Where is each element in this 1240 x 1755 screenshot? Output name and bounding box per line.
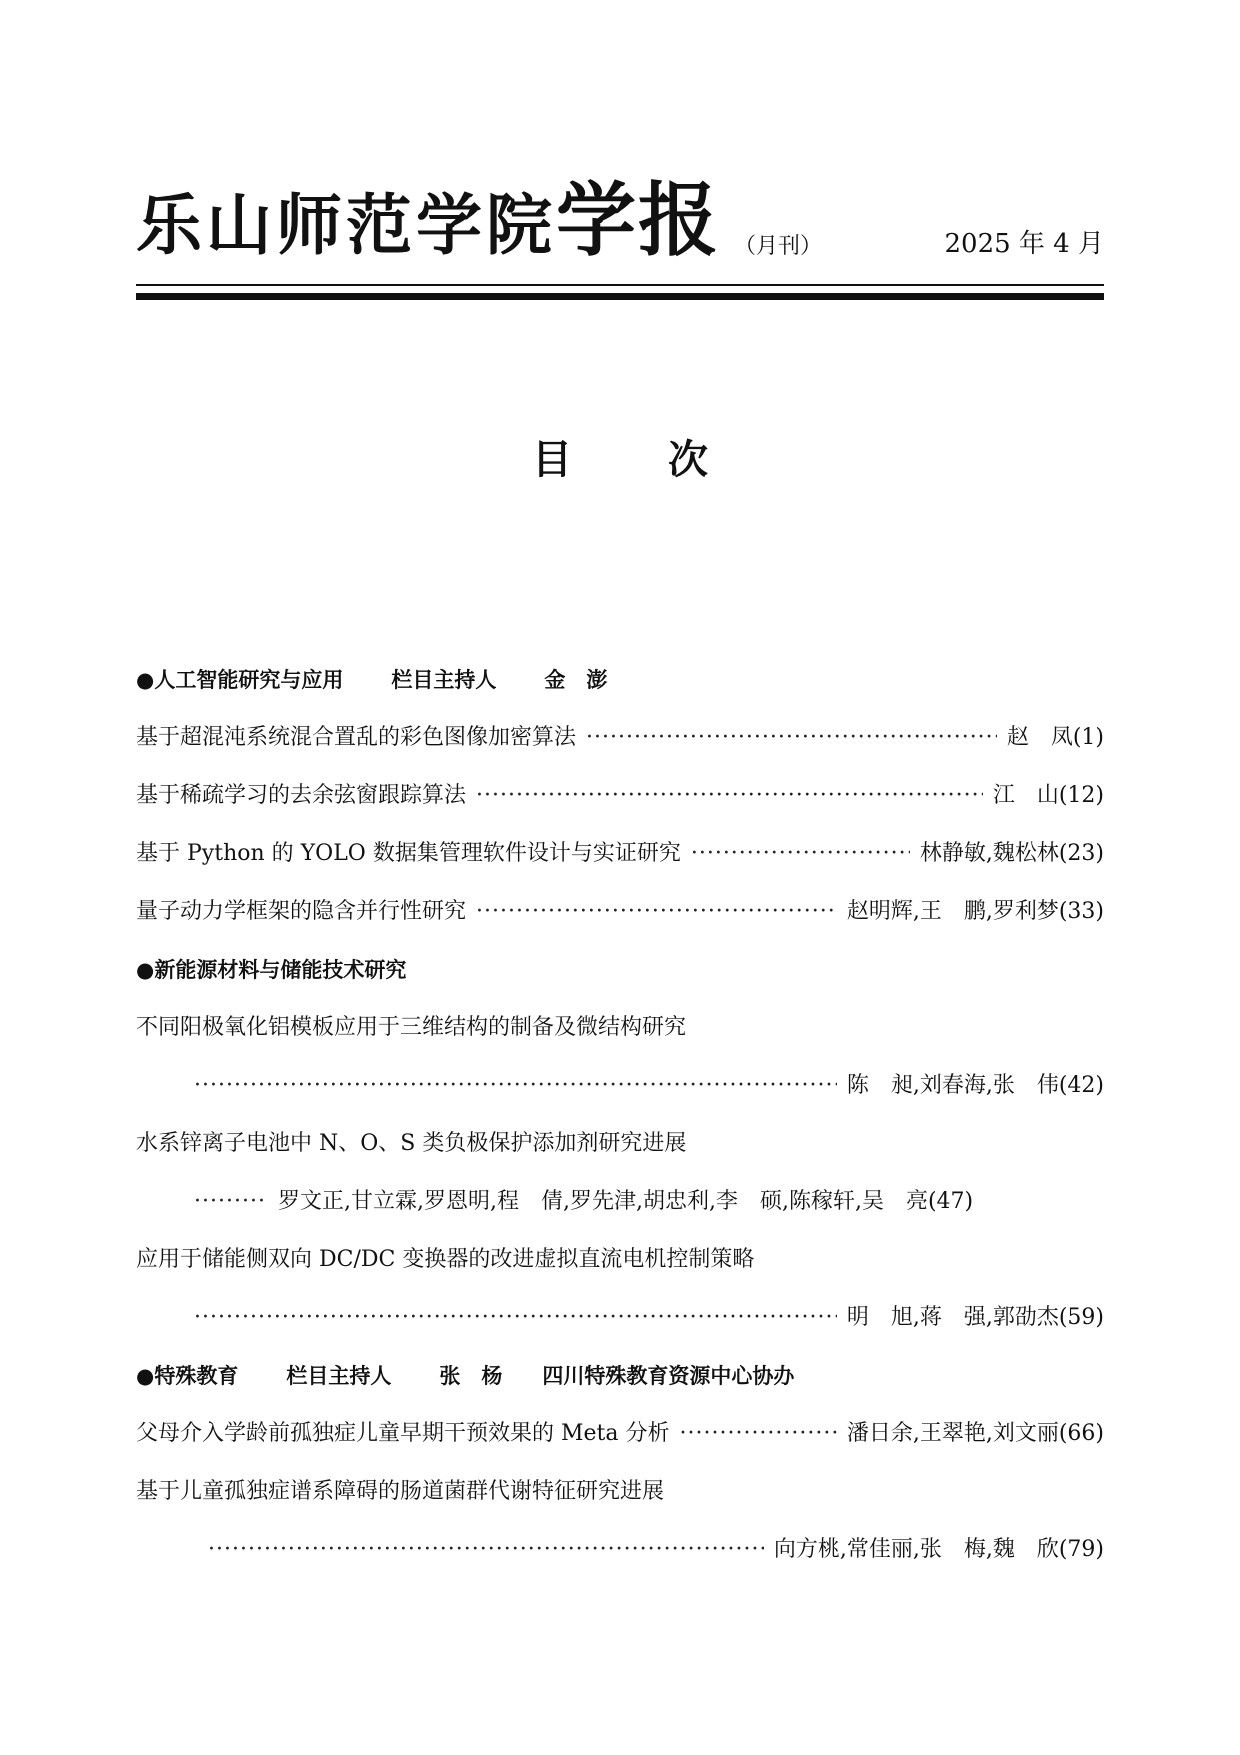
header-rule-thick xyxy=(136,293,1104,300)
article-authors: 赵 凤 xyxy=(1006,725,1073,750)
issue-date: 2025 年 4 月 xyxy=(944,229,1104,259)
journal-name xyxy=(136,173,720,267)
article-title: 父母介入学龄前孤独症儿童早期干预效果的 Meta 分析 xyxy=(136,1421,670,1446)
toc-entry-byline xyxy=(208,1530,1104,1570)
article-title: 应用于储能侧双向 DC/DC 变换器的改进虚拟直流电机控制策略 xyxy=(136,1247,755,1272)
section-host-label: 栏目主持人 xyxy=(286,1364,392,1388)
dot-leader xyxy=(476,776,983,816)
article-page: (42) xyxy=(1058,1073,1104,1098)
dot-leader xyxy=(194,1182,268,1222)
toc-entry-title[interactable] xyxy=(136,1240,1104,1280)
toc-entry-byline xyxy=(194,1182,1104,1222)
article-authors: 罗文正,甘立霖,罗恩明,程 倩,罗先津,胡忠利,李 硕,陈稼轩,吴 亮 xyxy=(278,1189,928,1214)
toc-entry[interactable] xyxy=(136,776,1104,816)
article-authors: 潘日余,王翠艳,刘文丽 xyxy=(846,1421,1059,1446)
dot-leader xyxy=(194,1298,837,1338)
section-host: 金 澎 xyxy=(544,668,608,692)
journal-name-big: 学报 xyxy=(556,173,720,267)
article-page: (12) xyxy=(1058,783,1104,808)
article-title: 基于超混沌系统混合置乱的彩色图像加密算法 xyxy=(136,725,577,750)
toc-entry-title[interactable] xyxy=(136,1472,1104,1512)
dot-leader xyxy=(680,1414,837,1454)
article-authors: 赵明辉,王 鹏,罗利梦 xyxy=(846,899,1059,924)
toc-entry[interactable] xyxy=(136,892,1104,932)
section-cohost: 四川特殊教育资源中心协办 xyxy=(542,1364,795,1388)
article-page: (66) xyxy=(1058,1421,1104,1446)
dot-leader xyxy=(208,1530,764,1570)
article-authors: 陈 昶,刘春海,张 伟 xyxy=(846,1073,1059,1098)
article-title: 基于稀疏学习的去余弦窗跟踪算法 xyxy=(136,783,467,808)
article-title: 基于儿童孤独症谱系障碍的肠道菌群代谢特征研究进展 xyxy=(136,1479,665,1504)
section-bullet: ● xyxy=(136,1364,155,1388)
section-host: 张 杨 xyxy=(439,1364,503,1388)
article-title: 水系锌离子电池中 N、O、S 类负极保护添加剂研究进展 xyxy=(136,1131,687,1156)
masthead xyxy=(136,173,1104,268)
section-bullet: ● xyxy=(136,958,155,982)
article-page: (23) xyxy=(1058,841,1104,866)
toc-title: 目次 xyxy=(532,437,804,483)
dot-leader xyxy=(476,892,837,932)
toc-entry[interactable] xyxy=(136,718,1104,758)
article-title: 基于 Python 的 YOLO 数据集管理软件设计与实证研究 xyxy=(136,841,681,866)
article-title: 量子动力学框架的隐含并行性研究 xyxy=(136,899,467,924)
section-name: 新能源材料与储能技术研究 xyxy=(154,958,407,982)
article-page: (47) xyxy=(927,1189,974,1214)
frequency-label: （月刊） xyxy=(734,234,823,259)
toc-entry[interactable] xyxy=(136,834,1104,874)
article-authors: 江 山 xyxy=(992,783,1059,808)
article-authors: 明 旭,蒋 强,郭劭杰 xyxy=(846,1305,1059,1330)
toc-entry[interactable] xyxy=(136,1414,1104,1454)
section-name: 人工智能研究与应用 xyxy=(154,668,344,692)
article-title: 不同阳极氧化铝模板应用于三维结构的制备及微结构研究 xyxy=(136,1015,687,1040)
section-heading-special-education xyxy=(136,1356,1104,1396)
section-name: 特殊教育 xyxy=(154,1364,239,1388)
toc-entry-byline xyxy=(194,1298,1104,1338)
toc-entry-title[interactable] xyxy=(136,1124,1104,1164)
article-page: (59) xyxy=(1058,1305,1104,1330)
toc-entry-byline xyxy=(194,1066,1104,1106)
section-heading-energy xyxy=(136,950,1104,990)
dot-leader xyxy=(691,834,910,874)
toc-entry-title[interactable] xyxy=(136,1008,1104,1048)
dot-leader xyxy=(194,1066,837,1106)
dot-leader xyxy=(586,718,997,758)
journal-name-part: 乐山师范学院 xyxy=(136,186,556,264)
article-page: (1) xyxy=(1072,725,1104,750)
article-page: (79) xyxy=(1058,1537,1104,1562)
section-bullet: ● xyxy=(136,668,155,692)
article-page: (33) xyxy=(1058,899,1104,924)
header-rule-thin xyxy=(136,284,1104,286)
article-authors: 向方桃,常佳丽,张 梅,魏 欣 xyxy=(773,1537,1059,1562)
article-authors: 林静敏,魏松林 xyxy=(919,841,1059,866)
section-heading-ai xyxy=(136,660,1104,700)
section-host-label: 栏目主持人 xyxy=(391,668,497,692)
